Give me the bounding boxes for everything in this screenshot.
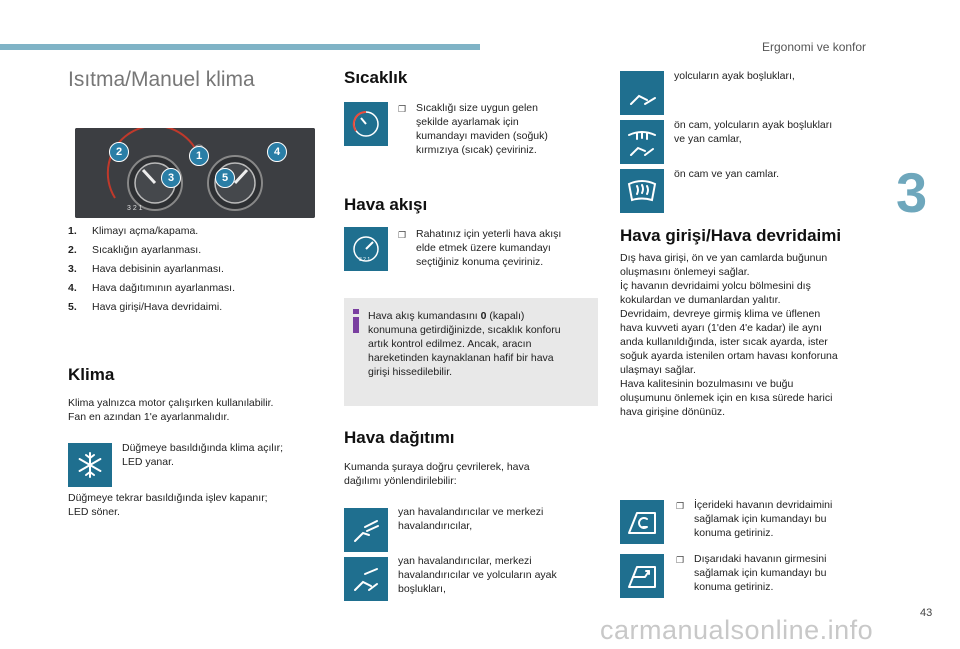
hava-girisi-body: Dış hava girişi, ön ve yan camlarda buğunun oluşmasını önlemeyi sağlar. İç havanın devridaimi yolcu bölmesini dış kokulardan ve dumanlardan yalıtır. Devridaim, devreye girmiş klima ve üflenen hava kuvveti ayarı (1'den 4'e kadar) ile aynı anda kullanıldığında, ister sıcak ayarda, ister soğuk ayarda istenilen ortam havası konforuna ulaşmayı sağlar. Hava kalitesinin bozulmasını ve buğu oluşumunu önlemek için en kısa sürede harici hava girişine dönünüz. xyxy=(620,252,838,418)
windscreen-feet-icon xyxy=(620,120,664,164)
svg-text:3 2 1: 3 2 1 xyxy=(359,257,371,263)
klima-intro-2: Fan en azından 1'e ayarlanmalıdır. xyxy=(68,411,230,423)
legend-item: 5. Hava girişi/Hava devridaimi. xyxy=(68,301,223,313)
fresh-bullet: ❐ Dışarıdaki havanın girmesini sağlamak için kumandayı bu konuma getiriniz. xyxy=(676,553,827,593)
sicaklik-heading: Sıcaklık xyxy=(344,68,408,87)
callout-badge-1: 1 xyxy=(189,146,209,166)
temperature-dial-icon xyxy=(344,102,388,146)
control-panel-figure xyxy=(75,128,315,218)
info-text: Hava akış kumandasını 0 (kapalı) konumuna getirdiğinizde, sıcaklık konforu artık kontrol edilmez. Ancak, aracın hareketinden kaynaklanan hafif bir hava girişi hissedilebilir. xyxy=(368,310,561,378)
recirc-bullet: ❐ İçerideki havanın devridaimini sağlamak için kumandayı bu konuma getiriniz. xyxy=(676,499,833,539)
legend-item: 2. Sıcaklığın ayarlanması. xyxy=(68,244,202,256)
section-title: Ergonomi ve konfor xyxy=(762,40,867,54)
page-number: 43 xyxy=(920,607,933,619)
distribution-item-4: ön cam, yolcuların ayak boşlukları ve yan camlar, xyxy=(674,119,833,145)
legend-item: 1. Klimayı açma/kapama. xyxy=(68,225,199,237)
header-bar xyxy=(0,44,480,50)
legend-item: 4. Hava dağıtımının ayarlanması. xyxy=(68,282,235,294)
figure-legend xyxy=(68,222,318,317)
klima-off-2: LED söner. xyxy=(68,506,120,518)
snowflake-icon xyxy=(68,443,112,487)
klima-off-1: Düğmeye tekrar basıldığında işlev kapanır; xyxy=(68,492,268,504)
callout-badge-4: 4 xyxy=(267,142,287,162)
callout-badge-5: 5 xyxy=(215,168,235,188)
sicaklik-bullet: ❐ Sıcaklığı size uygun gelen şekilde ayarlamak için kumandayı maviden (soğuk) kırmızıya (sıcak) çeviriniz. xyxy=(398,102,548,156)
distribution-item-1: yan havalandırıcılar ve merkezi havalandırıcılar, xyxy=(398,506,544,532)
callout-badge-2: 2 xyxy=(109,142,129,162)
hava-akisi-heading: Hava akışı xyxy=(344,195,428,214)
klima-heading: Klima xyxy=(68,365,115,384)
feet-vent-icon xyxy=(620,71,664,115)
watermark: carmanualsonline.info xyxy=(600,615,874,645)
klima-on-1: Düğmeye basıldığında klima açılır; xyxy=(122,442,284,454)
distribution-item-3: yolcuların ayak boşlukları, xyxy=(674,70,795,82)
svg-text:3 2 1: 3 2 1 xyxy=(127,205,143,212)
hava-dagitimi-heading: Hava dağıtımı xyxy=(344,428,455,447)
distribution-item-5: ön cam ve yan camlar. xyxy=(674,168,780,180)
hava-girisi-heading: Hava girişi/Hava devridaimi xyxy=(620,226,842,245)
klima-intro-1: Klima yalnızca motor çalışırken kullanılabilir. xyxy=(68,397,274,409)
distribution-item-2: yan havalandırıcılar, merkezi havalandırıcılar ve yolcuların ayak boşlukları, xyxy=(398,555,557,595)
hava-akisi-bullet: ❐ Rahatınız için yeterli hava akışı elde etmek üzere kumandayı seçtiğiniz konuma çeviriniz. xyxy=(398,228,562,268)
chapter-number: 3 xyxy=(896,161,928,224)
windscreen-demist-icon xyxy=(620,169,664,213)
fan-speed-dial-icon xyxy=(344,227,388,271)
info-icon xyxy=(350,309,362,333)
legend-item: 3. Hava debisinin ayarlanması. xyxy=(68,263,224,275)
recirculation-icon xyxy=(620,500,664,544)
klima-on-2: LED yanar. xyxy=(122,456,174,468)
hava-dagitimi-intro: Kumanda şuraya doğru çevrilerek, hava dağılımı yönlendirilebilir: xyxy=(344,461,530,487)
face-vent-icon xyxy=(344,508,388,552)
page-title: Isıtma/Manuel klima xyxy=(68,68,255,91)
face-feet-vent-icon xyxy=(344,557,388,601)
callout-badge-3: 3 xyxy=(161,168,181,188)
fresh-air-icon xyxy=(620,554,664,598)
